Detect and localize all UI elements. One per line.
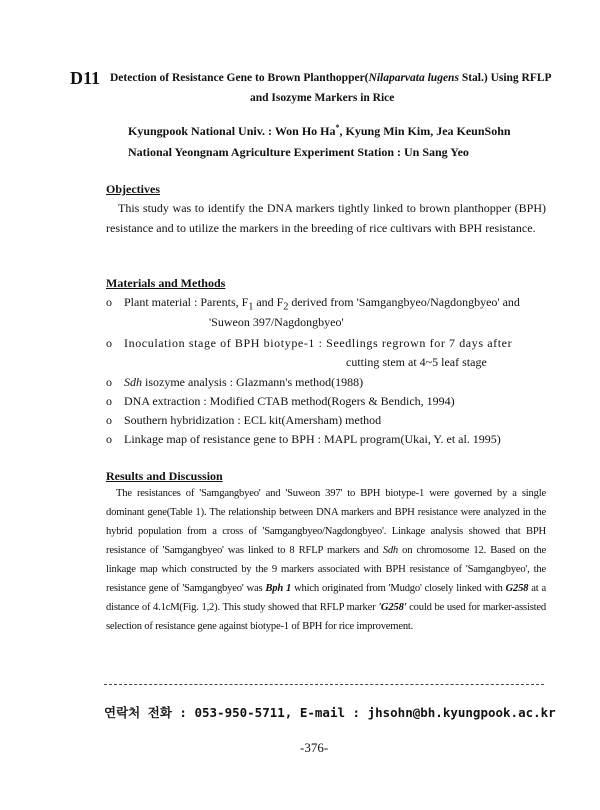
methods-heading: Materials and Methods bbox=[106, 276, 226, 290]
title-line-2: and Isozyme Markers in Rice bbox=[250, 92, 395, 104]
author-line-1: Kyungpook National Univ. : Won Ho Ha*, Kyung Min Kim, Jea KeunSohn bbox=[128, 123, 511, 138]
method-item-inoculation-cont: cutting stem at 4~5 leaf stage bbox=[346, 355, 487, 369]
objectives-text: This study was to identify the DNA markers tightly linked to brown planthopper (BPH) resistance and to utilize the markers in the breeding of rice cultivars with BPH resistance. bbox=[106, 201, 546, 235]
method-item-inoculation: o Inoculation stage of BPH biotype-1 : Seedlings regrown for 7 days after bbox=[106, 336, 513, 350]
abstract-code: D11 bbox=[70, 68, 101, 88]
results-text: The resistances of 'Samgangbyeo' and 'Suweon 397' to BPH biotype-1 were governed by a single dominant gene(Table 1). The relationship between DNA markers and BPH resistance were analyzed in the hybrid population from a cross of 'Samgangbyeo/Nagdongbyeo'. Linkage analysis showed that BPH resistance of 'Samgangbyeo' was linked to 8 RFLP markers and Sdh on chromosome 12. Based on the linkage map which constructed by the 9 markers associated with BPH resistance of 'Samgangbyeo', the resistance gene of 'Samgangbyeo' was Bph 1 which originated from 'Mudgo' closely linked with G258 at a distance of 4.1cM(Fig. 1,2). This study showed that RFLP marker 'G258' could be used for marker-assisted selection of resistance gene against biotype-1 of BPH for rice improvement. bbox=[106, 488, 546, 632]
method-item-sdh: o Sdh isozyme analysis : Glazmann's method(1988) bbox=[106, 375, 364, 389]
dashed-divider bbox=[104, 684, 544, 685]
title-line-1: Detection of Resistance Gene to Brown Planthopper(Nilaparvata lugens Stal.) Using RFLP bbox=[110, 72, 552, 84]
results-heading: Results and Discussion bbox=[106, 469, 223, 483]
page-number: -376- bbox=[300, 740, 329, 755]
contact-info: 연락처 전화 : 053-950-5711, E-mail : jhsohn@bh.kyungpook.ac.kr bbox=[104, 705, 556, 720]
objectives-heading: Objectives bbox=[106, 182, 160, 196]
method-item-southern: o Southern hybridization : ECL kit(Amersham) method bbox=[106, 413, 382, 427]
author-line-2: National Yeongnam Agriculture Experiment Station : Un Sang Yeo bbox=[128, 145, 469, 159]
method-item-linkage: o Linkage map of resistance gene to BPH : MAPL program(Ukai, Y. et al. 1995) bbox=[106, 432, 501, 446]
method-item-dna-extraction: o DNA extraction : Modified CTAB method(Rogers & Bendich, 1994) bbox=[106, 394, 455, 408]
method-item-plant-material: o Plant material : Parents, $F_1$ and $F_2$ derived from 'Samgangbyeo/Nagdongbyeo' and bbox=[106, 295, 520, 313]
method-item-plant-material-cont: 'Suweon 397/Nagdongbyeo' bbox=[209, 315, 344, 329]
